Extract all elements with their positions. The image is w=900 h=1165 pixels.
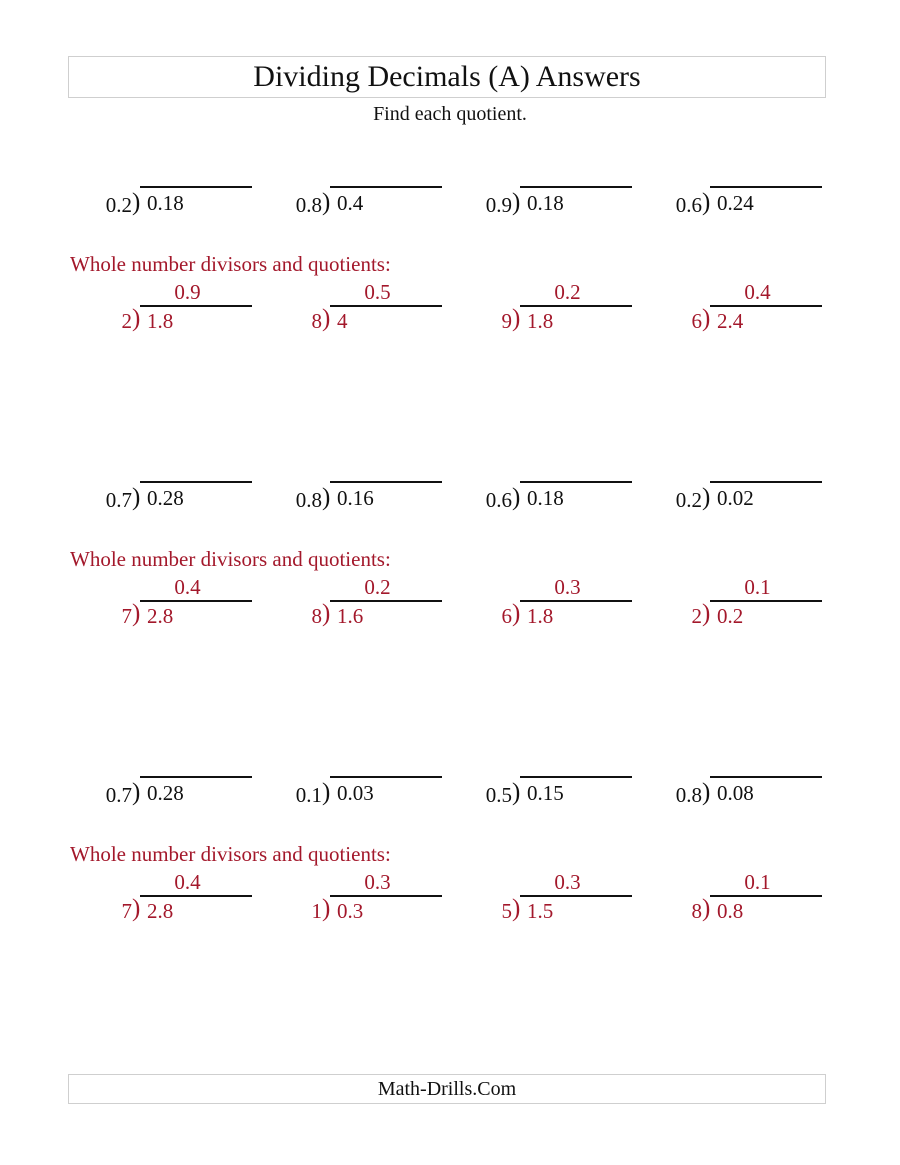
quotient: 0.4 xyxy=(174,575,201,599)
division-bracket: ) xyxy=(702,484,711,511)
divisor: 0.7 xyxy=(105,783,132,807)
division-bracket: ) xyxy=(322,895,331,922)
dividend: 0.24 xyxy=(717,191,754,215)
whole-divisor: 8 xyxy=(311,604,322,628)
division-bracket: ) xyxy=(702,305,711,332)
division-bracket: ) xyxy=(132,305,141,332)
answer-problem xyxy=(460,280,640,333)
answer-problem xyxy=(650,575,830,628)
vinculum-line xyxy=(140,600,252,602)
divisor: 0.2 xyxy=(675,488,702,512)
answer-problem xyxy=(460,870,640,923)
division-bracket: ) xyxy=(702,779,711,806)
division-problem xyxy=(270,770,450,820)
scaled-dividend: 1.8 xyxy=(147,309,174,333)
whole-divisor: 2 xyxy=(121,309,132,333)
answer-heading: Whole number divisors and quotients: xyxy=(70,842,391,866)
quotient: 0.5 xyxy=(364,280,391,304)
vinculum-line xyxy=(140,186,252,188)
whole-divisor: 8 xyxy=(311,309,322,333)
answer-problem xyxy=(80,280,260,333)
whole-divisor: 5 xyxy=(501,899,512,923)
dividend: 0.18 xyxy=(527,191,564,215)
scaled-dividend: 1.8 xyxy=(527,309,554,333)
whole-divisor: 6 xyxy=(501,604,512,628)
answer-problem xyxy=(270,280,450,333)
divisor: 0.8 xyxy=(295,488,322,512)
dividend: 0.08 xyxy=(717,781,754,805)
dividend: 0.4 xyxy=(337,191,364,215)
quotient: 0.2 xyxy=(554,280,581,304)
division-bracket: ) xyxy=(132,600,141,627)
division-problem xyxy=(650,475,830,525)
footer-brand: Math-Drills.Com xyxy=(68,1074,826,1104)
dividend: 0.28 xyxy=(147,486,184,510)
division-bracket: ) xyxy=(132,895,141,922)
answer-problem xyxy=(460,575,640,628)
worksheet-title: Dividing Decimals (A) Answers xyxy=(68,56,826,98)
division-bracket: ) xyxy=(512,305,521,332)
division-bracket: ) xyxy=(702,895,711,922)
division-bracket: ) xyxy=(132,779,141,806)
scaled-dividend: 2.8 xyxy=(147,604,174,628)
answer-heading: Whole number divisors and quotients: xyxy=(70,252,391,276)
division-problem xyxy=(650,770,830,820)
division-problem xyxy=(270,475,450,525)
quotient: 0.9 xyxy=(174,280,201,304)
division-problem xyxy=(270,180,450,230)
divisor: 0.1 xyxy=(295,783,322,807)
quotient: 0.2 xyxy=(364,575,391,599)
scaled-dividend: 1.5 xyxy=(527,899,554,923)
scaled-dividend: 2.8 xyxy=(147,899,174,923)
divisor: 0.7 xyxy=(105,488,132,512)
quotient: 0.3 xyxy=(554,870,581,894)
vinculum-line xyxy=(330,186,442,188)
whole-divisor: 1 xyxy=(311,899,322,923)
divisor: 0.5 xyxy=(485,783,512,807)
answer-problem xyxy=(650,870,830,923)
vinculum-line xyxy=(140,305,252,307)
vinculum-line xyxy=(330,895,442,897)
quotient: 0.1 xyxy=(744,575,771,599)
answer-problem xyxy=(80,575,260,628)
division-problem xyxy=(460,475,640,525)
vinculum-line xyxy=(330,305,442,307)
scaled-dividend: 2.4 xyxy=(717,309,744,333)
vinculum-line xyxy=(710,600,822,602)
dividend: 0.18 xyxy=(527,486,564,510)
division-problem xyxy=(460,770,640,820)
whole-divisor: 2 xyxy=(691,604,702,628)
quotient: 0.1 xyxy=(744,870,771,894)
scaled-dividend: 0.8 xyxy=(717,899,744,923)
division-bracket: ) xyxy=(512,895,521,922)
dividend: 0.18 xyxy=(147,191,184,215)
vinculum-line xyxy=(520,305,632,307)
vinculum-line xyxy=(520,895,632,897)
division-bracket: ) xyxy=(702,189,711,216)
division-problem xyxy=(460,180,640,230)
vinculum-line xyxy=(710,776,822,778)
division-bracket: ) xyxy=(322,305,331,332)
vinculum-line xyxy=(710,186,822,188)
quotient: 0.4 xyxy=(744,280,771,304)
divisor: 0.6 xyxy=(675,193,702,217)
vinculum-line xyxy=(710,481,822,483)
division-bracket: ) xyxy=(512,600,521,627)
dividend: 0.16 xyxy=(337,486,374,510)
vinculum-line xyxy=(330,776,442,778)
whole-divisor: 7 xyxy=(121,604,132,628)
vinculum-line xyxy=(520,481,632,483)
divisor: 0.8 xyxy=(295,193,322,217)
vinculum-line xyxy=(710,895,822,897)
scaled-dividend: 1.8 xyxy=(527,604,554,628)
division-bracket: ) xyxy=(322,779,331,806)
dividend: 0.28 xyxy=(147,781,184,805)
division-problem xyxy=(80,475,260,525)
vinculum-line xyxy=(140,481,252,483)
dividend: 0.03 xyxy=(337,781,374,805)
division-bracket: ) xyxy=(322,484,331,511)
vinculum-line xyxy=(330,481,442,483)
division-bracket: ) xyxy=(322,600,331,627)
division-bracket: ) xyxy=(512,484,521,511)
divisor: 0.2 xyxy=(105,193,132,217)
dividend: 0.15 xyxy=(527,781,564,805)
scaled-dividend: 0.3 xyxy=(337,899,364,923)
division-problem xyxy=(80,180,260,230)
division-problem xyxy=(80,770,260,820)
answer-heading: Whole number divisors and quotients: xyxy=(70,547,391,571)
divisor: 0.6 xyxy=(485,488,512,512)
scaled-dividend: 4 xyxy=(337,309,348,333)
vinculum-line xyxy=(520,186,632,188)
whole-divisor: 8 xyxy=(691,899,702,923)
vinculum-line xyxy=(330,600,442,602)
answer-problem xyxy=(270,870,450,923)
answer-problem xyxy=(80,870,260,923)
divisor: 0.8 xyxy=(675,783,702,807)
worksheet-instructions: Find each quotient. xyxy=(373,103,527,125)
quotient: 0.4 xyxy=(174,870,201,894)
division-bracket: ) xyxy=(512,189,521,216)
vinculum-line xyxy=(140,776,252,778)
vinculum-line xyxy=(710,305,822,307)
vinculum-line xyxy=(140,895,252,897)
division-problem xyxy=(650,180,830,230)
division-bracket: ) xyxy=(322,189,331,216)
quotient: 0.3 xyxy=(364,870,391,894)
answer-problem xyxy=(650,280,830,333)
whole-divisor: 6 xyxy=(691,309,702,333)
answer-problem xyxy=(270,575,450,628)
dividend: 0.02 xyxy=(717,486,754,510)
division-bracket: ) xyxy=(702,600,711,627)
vinculum-line xyxy=(520,600,632,602)
division-bracket: ) xyxy=(132,484,141,511)
divisor: 0.9 xyxy=(485,193,512,217)
quotient: 0.3 xyxy=(554,575,581,599)
scaled-dividend: 0.2 xyxy=(717,604,744,628)
vinculum-line xyxy=(520,776,632,778)
division-bracket: ) xyxy=(512,779,521,806)
whole-divisor: 7 xyxy=(121,899,132,923)
division-bracket: ) xyxy=(132,189,141,216)
whole-divisor: 9 xyxy=(501,309,512,333)
scaled-dividend: 1.6 xyxy=(337,604,364,628)
